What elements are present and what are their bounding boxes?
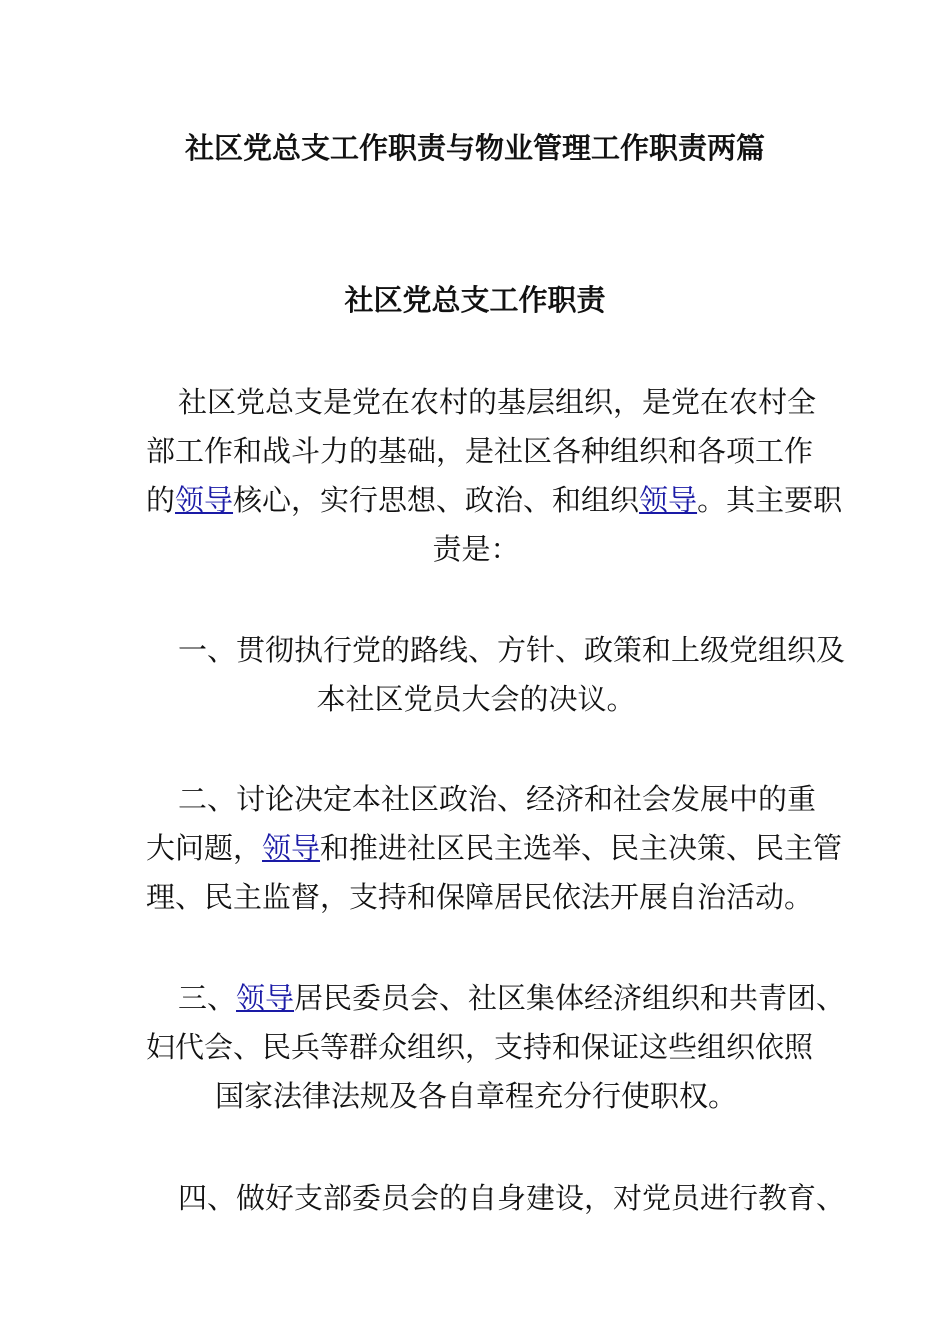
leadership-link[interactable]: 领导	[236, 981, 295, 1015]
document-title: 社区党总支工作职责与物业管理工作职责两篇	[184, 131, 765, 165]
section-title: 社区党总支工作职责	[344, 283, 606, 317]
item3-line-2: 妇代会、民兵等群众组织，支持和保证这些组织依照	[146, 1030, 814, 1064]
leadership-link[interactable]: 领导	[639, 483, 698, 517]
item3-line-3: 国家法律法规及各自章程充分行使职权。	[214, 1079, 737, 1113]
intro-text-b: 核心，实行思想、政治、和组织	[233, 483, 640, 517]
item2-line-3: 理、民主监督，支持和保障居民依法开展自治活动。	[146, 880, 814, 914]
intro-line-2: 部工作和战斗力的基础，是社区各种组织和各项工作	[146, 434, 814, 468]
item3-text-b: 居民委员会、社区集体经济组织和共青团、	[294, 981, 846, 1015]
item2-line-1: 二、讨论决定本社区政治、经济和社会发展中的重	[178, 782, 817, 816]
intro-line-4: 责是：	[432, 532, 520, 566]
leadership-link[interactable]: 领导	[262, 831, 321, 865]
item4-line-1: 四、做好支部委员会的自身建设，对党员进行教育、	[178, 1181, 846, 1215]
intro-line-3	[146, 480, 843, 520]
item2-text-b: 和推进社区民主选举、民主决策、民主管	[320, 831, 843, 865]
item2-line-2	[146, 828, 843, 868]
intro-text-a: 的	[146, 483, 176, 517]
item3-text-a: 三、	[178, 981, 237, 1015]
leadership-link[interactable]: 领导	[175, 483, 234, 517]
item1-line-2: 本社区党员大会的决议。	[316, 682, 636, 716]
intro-text-c: 。其主要职	[697, 483, 843, 517]
item3-line-1	[178, 978, 846, 1018]
item2-text-a: 大问题，	[146, 831, 263, 865]
item1-line-1: 一、贯彻执行党的路线、方针、政策和上级党组织及	[178, 633, 846, 667]
intro-line-1: 社区党总支是党在农村的基层组织，是党在农村全	[178, 385, 817, 419]
